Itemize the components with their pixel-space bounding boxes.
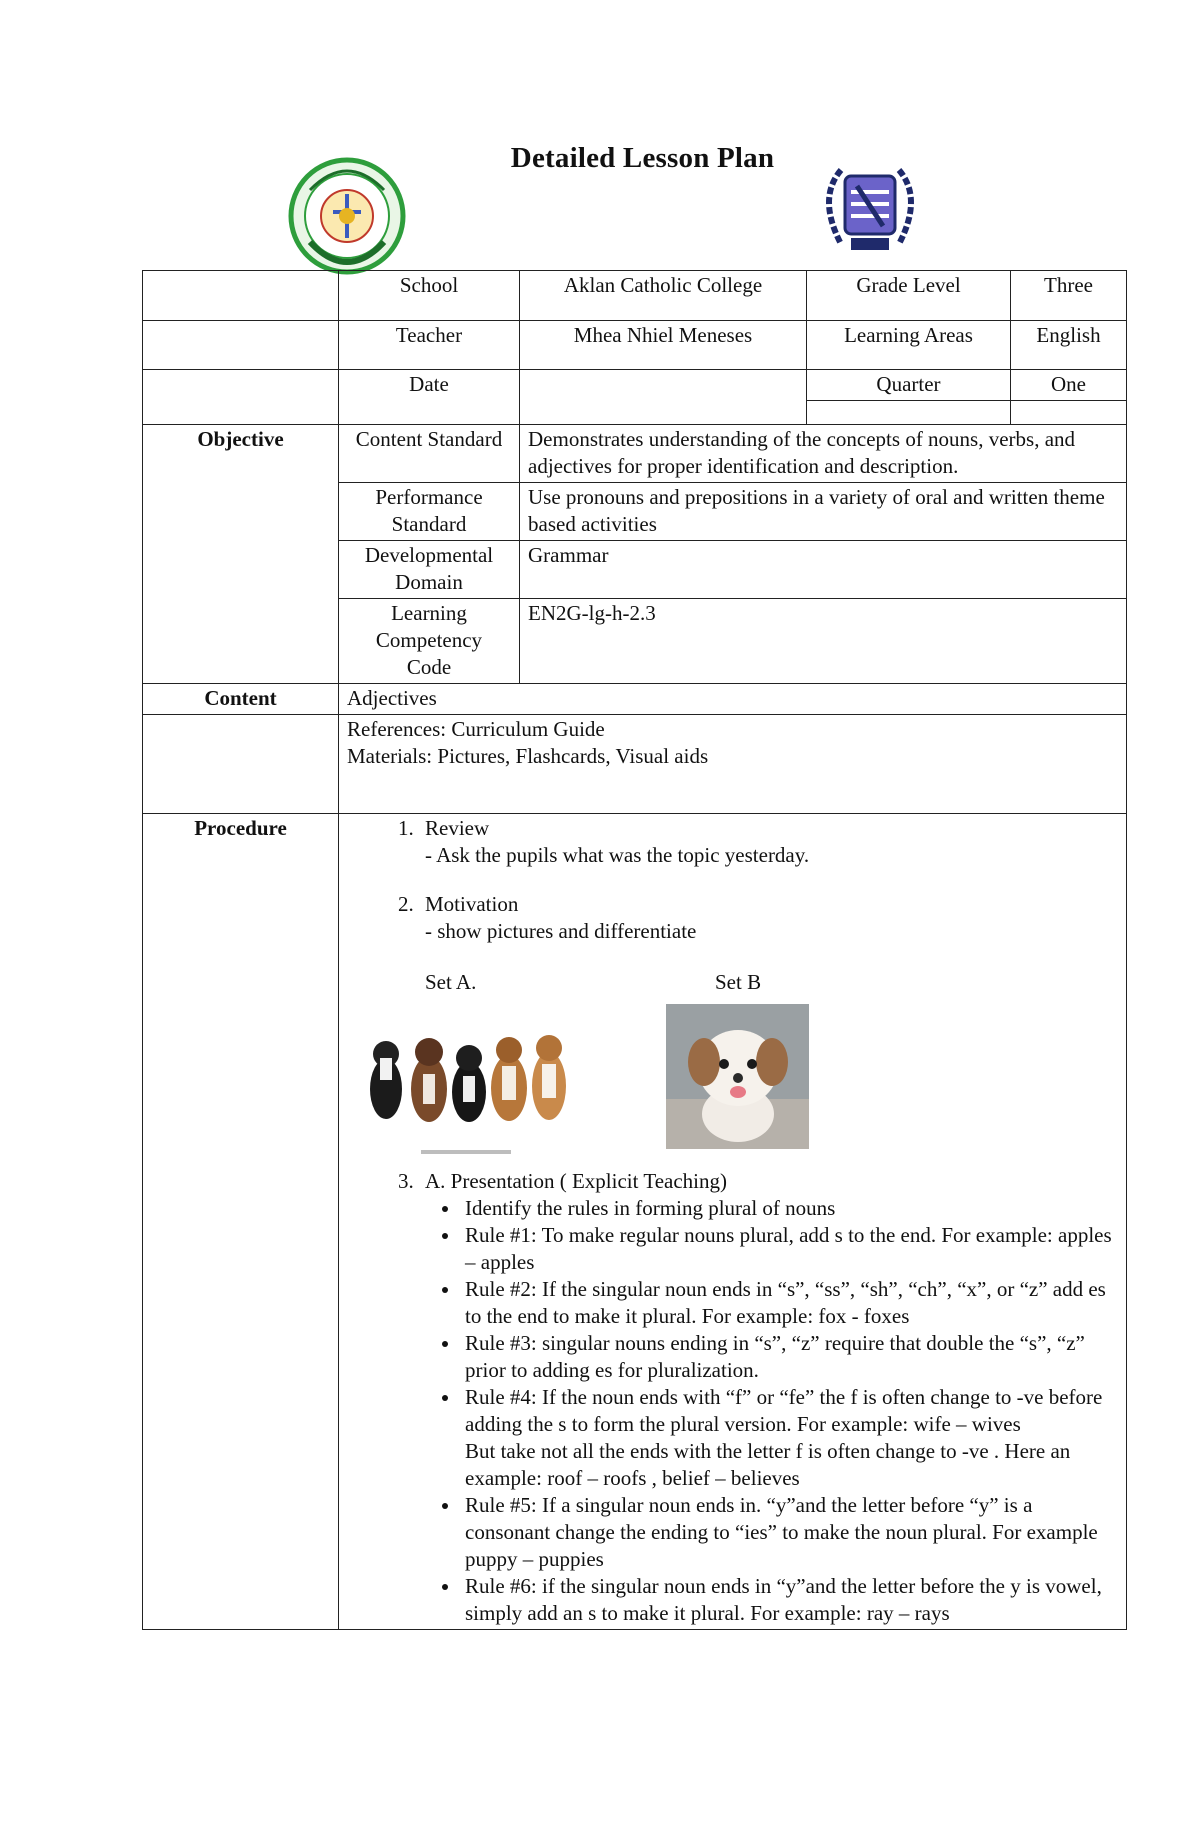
- procedure-section-label: Procedure: [143, 814, 339, 1630]
- content-standard-label: Content Standard: [339, 425, 520, 483]
- quarter-label: Quarter: [807, 370, 1011, 401]
- competency-code-label: Learning Competency Code: [339, 599, 520, 684]
- content-blank-cell: [143, 715, 339, 814]
- rule-item: • Identify the rules in forming plural of nouns: [461, 1195, 1118, 1222]
- date-value: [520, 370, 807, 425]
- procedure-cell: [339, 814, 1127, 1630]
- header-blank-cell: [143, 321, 339, 370]
- quarter-value: One: [1011, 370, 1127, 401]
- teacher-value: Mhea Nhiel Meneses: [520, 321, 807, 370]
- rule-item-4: [461, 1384, 1118, 1492]
- objective-section-label: Objective: [143, 425, 339, 684]
- school-value: Aklan Catholic College: [520, 271, 807, 321]
- review-note: - Ask the pupils what was the topic yesterday.: [425, 843, 810, 867]
- header-blank-cell: [143, 271, 339, 321]
- review-title: Review: [425, 816, 490, 840]
- rule-item: • Rule #1: To make regular nouns plural, add s to the end. For example: apples – apples: [461, 1222, 1118, 1276]
- motivation-note: - show pictures and differentiate: [425, 919, 697, 943]
- learning-areas-label: Learning Areas: [807, 321, 1011, 370]
- teacher-label: Teacher: [339, 321, 520, 370]
- content-section-label: Content: [143, 684, 339, 715]
- lesson-plan-table: [142, 270, 1127, 1630]
- developmental-domain-label: Developmental Domain: [339, 541, 520, 599]
- procedure-steps: [384, 815, 1118, 1627]
- puppy-image: [666, 1004, 809, 1149]
- content-value: Adjectives: [339, 684, 1127, 715]
- procedure-step-review: [419, 815, 1118, 891]
- rule-item: • Rule #3: singular nouns ending in “s”, “z” require that double the “s”, “z” prior to adding es for pluralization.: [461, 1330, 1118, 1384]
- plural-rules-list: [425, 1195, 1118, 1627]
- procedure-step-presentation: [419, 1168, 1118, 1627]
- references-text: References: Curriculum Guide: [347, 717, 605, 741]
- school-label: School: [339, 271, 520, 321]
- presentation-title: A. Presentation ( Explicit Teaching): [425, 1169, 727, 1193]
- five-dogs-image: [361, 1014, 571, 1160]
- rule-4-extra: But take not all the ends with the letter f is often change to -ve . Here an example: roof – roofs , belief – believes: [465, 1439, 1071, 1490]
- performance-standard-value: Use pronouns and prepositions in a variety of oral and written theme based activities: [520, 483, 1127, 541]
- rule-item: • Rule #5: If a singular noun ends in. “y”and the letter before “y” is a consonant change the ending to “ies” to make the noun plural. For example puppy – puppies: [461, 1492, 1118, 1573]
- motivation-pictures: [361, 1004, 1118, 1154]
- crest-logo: [811, 158, 929, 258]
- rule-item: • Rule #6: if the singular noun ends in “y”and the letter before the y is vowel, simply add an s to make it plural. For example: ray – rays: [461, 1573, 1118, 1627]
- page-title: Detailed Lesson Plan: [510, 142, 775, 174]
- developmental-domain-value: Grammar: [520, 541, 1127, 599]
- school-seal-logo: [288, 156, 406, 280]
- header-blank-cell: [143, 370, 339, 425]
- references-cell: [339, 715, 1127, 814]
- grade-level-label: Grade Level: [807, 271, 1011, 321]
- rule-item: • Rule #2: If the singular noun ends in “s”, “ss”, “sh”, “ch”, “x”, or “z” add es to the end to make it plural. For example: fox - foxes: [461, 1276, 1118, 1330]
- set-b-label: Set B: [715, 970, 762, 994]
- performance-standard-label: Performance Standard: [339, 483, 520, 541]
- quarter-extra-cell: [807, 401, 1011, 425]
- materials-text: Materials: Pictures, Flashcards, Visual aids: [347, 744, 709, 768]
- quarter-extra-cell: [1011, 401, 1127, 425]
- date-label: Date: [339, 370, 520, 425]
- procedure-step-motivation: [419, 891, 1118, 1154]
- grade-level-value: Three: [1011, 271, 1127, 321]
- content-standard-value: Demonstrates understanding of the concepts of nouns, verbs, and adjectives for proper identification and description.: [520, 425, 1127, 483]
- rule-4-text: • Rule #4: If the noun ends with “f” or “fe” the f is often change to -ve before adding the s to form the plural version. For example: wife – wives: [465, 1385, 1103, 1436]
- competency-code-value: EN2G-lg-h-2.3: [520, 599, 1127, 684]
- motivation-title: Motivation: [425, 892, 519, 916]
- learning-areas-value: English: [1011, 321, 1127, 370]
- set-a-label: Set A.: [425, 970, 477, 994]
